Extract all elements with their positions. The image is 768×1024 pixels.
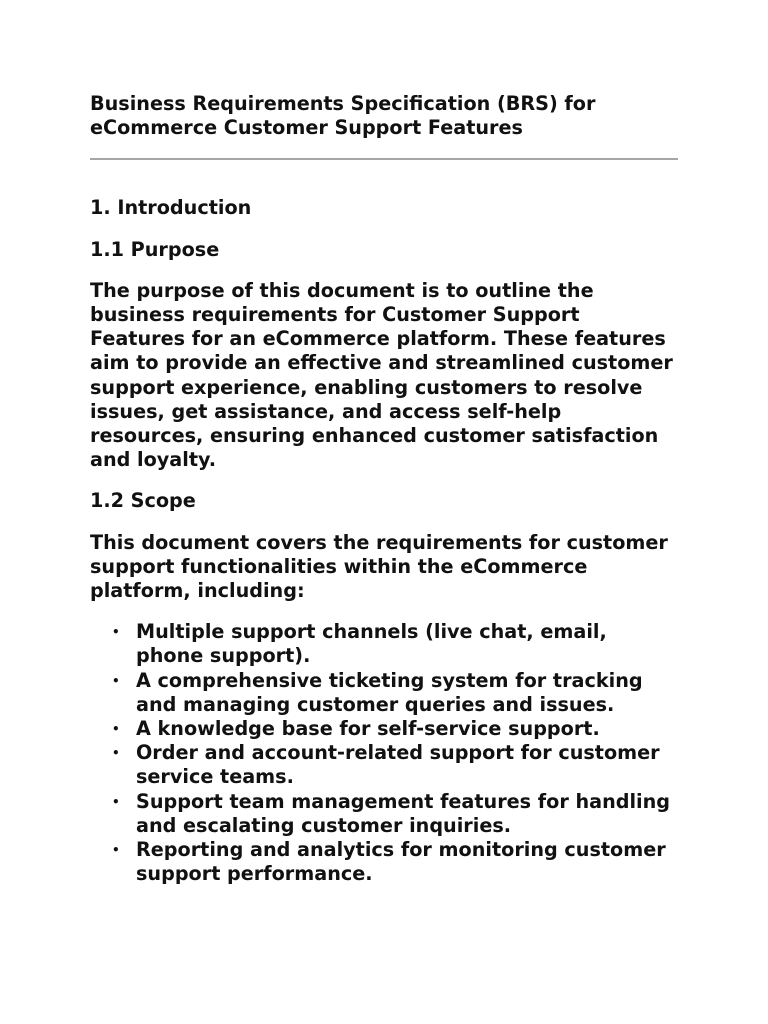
list-item-text: Support team management features for handling and escalating customer inquiries. — [136, 789, 671, 837]
bullet-icon: • — [112, 625, 120, 640]
list-item-text: Order and account-related support for customer service teams. — [136, 741, 660, 789]
section-heading-introduction: 1. Introduction — [90, 196, 252, 220]
bullet-icon: • — [112, 722, 120, 737]
bullet-icon: • — [112, 673, 120, 688]
list-item — [90, 620, 680, 668]
list-item-text: Multiple support channels (live chat, email, phone support). — [136, 620, 607, 668]
list-item-text: Reporting and analytics for monitoring customer support performance. — [136, 838, 666, 886]
scope-list — [90, 620, 680, 886]
document-title-line-1: Business Requirements Specification (BRS) for — [90, 92, 596, 115]
purpose-paragraph: The purpose of this document is to outline the business requirements for Customer Support Features for an eCommerce platform. These features aim to provide an effective and streamlined customer support experience, enabling customers to resolve issues, get assistance, and access self-help resources, ensuring enhanced customer satisfaction and loyalty. — [90, 278, 673, 472]
subsection-heading-purpose: 1.1 Purpose — [90, 237, 220, 261]
bullet-icon: • — [112, 746, 120, 761]
list-item — [90, 669, 680, 717]
subsection-heading-scope: 1.2 Scope — [90, 489, 196, 513]
document-title — [90, 92, 680, 140]
bullet-icon: • — [112, 843, 120, 858]
list-item-text: A comprehensive ticketing system for tracking and managing customer queries and issues. — [136, 668, 643, 716]
scope-paragraph: This document covers the requirements for customer support functionalities within the eCommerce platform, including: — [90, 530, 668, 603]
list-item — [90, 717, 680, 741]
list-item — [90, 838, 680, 886]
list-item — [90, 790, 680, 838]
list-item-text: A knowledge base for self-service support. — [136, 717, 600, 741]
document-title-line-2: eCommerce Customer Support Features — [90, 116, 523, 140]
list-item — [90, 741, 680, 789]
document-body — [90, 92, 680, 886]
title-divider — [90, 158, 678, 160]
bullet-icon: • — [112, 794, 120, 809]
